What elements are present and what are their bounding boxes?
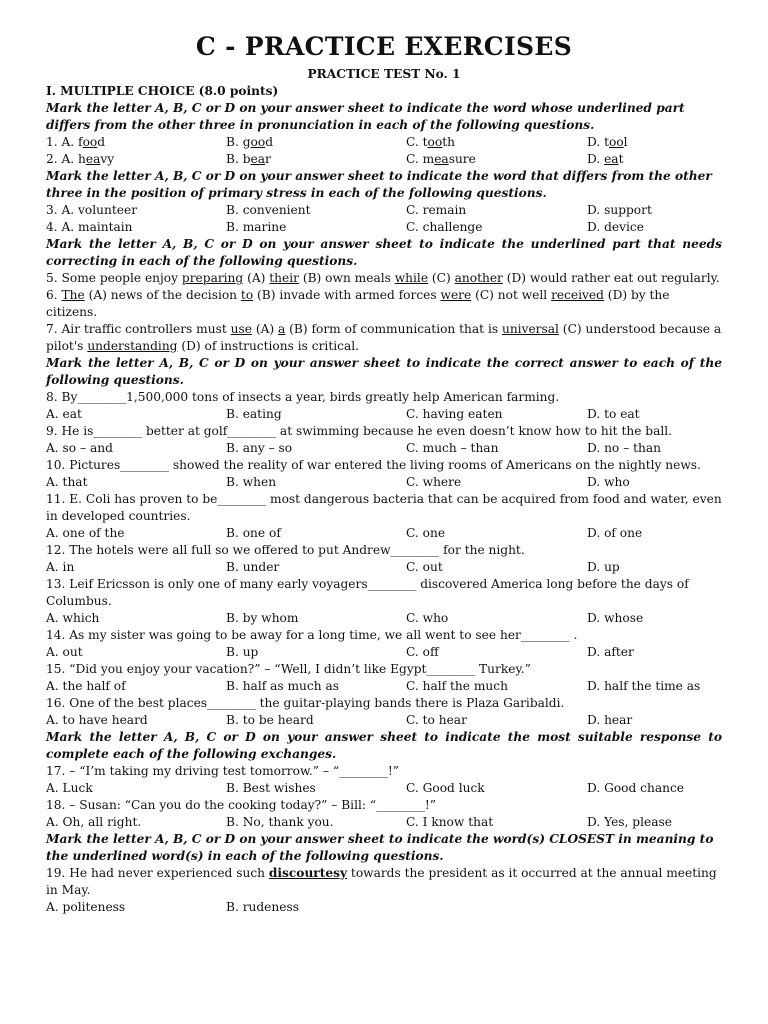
instruction-pronunciation: Mark the letter A, B, C or D on your answer sheet to indicate the word whose underlined part differs from the other three in pronunciation in each of the following questions. [46, 101, 685, 132]
question-18-stem: 18. – Susan: “Can you do the cooking today?” – Bill: “________!” [46, 798, 436, 812]
option-c: C. off [406, 645, 439, 659]
question-12-options [46, 559, 722, 576]
instruction-stress: Mark the letter A, B, C or D on your answer sheet to indicate the word that differs from the other three in the position of primary stress in each of the following questions. [46, 169, 712, 200]
option-b: B. up [226, 645, 259, 659]
question-11-options [46, 525, 722, 542]
question-9-stem: 9. He is________ better at golf________ at swimming because he even doesn’t know how to hit the ball. [46, 424, 673, 438]
option-b: B. marine [226, 220, 287, 234]
test-subtitle: PRACTICE TEST No. 1 [307, 67, 461, 81]
question-19-options [46, 899, 722, 916]
option-d: D. support [587, 203, 652, 217]
option-a: A. eat [46, 407, 82, 421]
question-10-options [46, 474, 722, 491]
option-a: A. the half of [46, 679, 126, 693]
question-2 [46, 151, 722, 168]
option-c: C. who [406, 611, 449, 625]
question-15-options [46, 678, 722, 695]
option-c: C. Good luck [406, 781, 485, 795]
question-6: 6. The (A) news of the decision to (B) invade with armed forces were (C) not well received (D) by the citizens. [46, 288, 670, 319]
option-a: A. that [46, 475, 88, 489]
option-c: C. measure [406, 152, 476, 166]
option-b: B. to be heard [226, 713, 314, 727]
question-4 [46, 219, 722, 236]
option-b: B. by whom [226, 611, 299, 625]
option-b: B. under [226, 560, 280, 574]
option-a: A. so – and [46, 441, 113, 455]
question-16-options [46, 712, 722, 729]
question-12-stem: 12. The hotels were all full so we offered to put Andrew________ for the night. [46, 543, 525, 557]
option-a: A. politeness [46, 900, 126, 914]
option-a: A. out [46, 645, 83, 659]
option-a: 1. A. food [46, 135, 106, 149]
section-heading: I. MULTIPLE CHOICE (8.0 points) [46, 84, 279, 98]
option-c: C. having eaten [406, 407, 503, 421]
question-14-options [46, 644, 722, 661]
page-title: C - PRACTICE EXERCISES [195, 32, 573, 61]
option-a: A. which [46, 611, 100, 625]
instruction-response: Mark the letter A, B, C or D on your answer sheet to indicate the most suitable response to complete each of the following exchanges. [46, 730, 722, 761]
option-c: C. I know that [406, 815, 494, 829]
option-c: C. to hear [406, 713, 467, 727]
question-5: 5. Some people enjoy preparing (A) their (B) own meals while (C) another (D) would rather eat out regularly. [46, 271, 720, 285]
question-16-stem: 16. One of the best places________ the guitar-playing bands there is Plaza Garibaldi. [46, 696, 565, 710]
option-c: C. tooth [406, 135, 455, 149]
option-c: C. out [406, 560, 443, 574]
option-d: D. after [587, 645, 634, 659]
option-d: D. who [587, 475, 630, 489]
option-b: B. good [226, 135, 274, 149]
option-a: A. in [46, 560, 75, 574]
option-d: D. up [587, 560, 620, 574]
question-13-options [46, 610, 722, 627]
option-d: D. no – than [587, 441, 661, 455]
instruction-correcting: Mark the letter A, B, C or D on your answer sheet to indicate the underlined part that needs correcting in each of the following questions. [46, 237, 722, 268]
option-b: B. convenient [226, 203, 311, 217]
option-a: 2. A. heavy [46, 152, 115, 166]
question-13-stem: 13. Leif Ericsson is only one of many early voyagers________ discovered America long before the days of Columbus. [46, 577, 689, 608]
option-a: 3. A. volunteer [46, 203, 138, 217]
option-b: B. eating [226, 407, 282, 421]
question-17-options [46, 780, 722, 797]
instruction-correct-answer: Mark the letter A, B, C or D on your answer sheet to indicate the correct answer to each of the following questions. [46, 356, 722, 387]
question-8-stem: 8. By________1,500,000 tons of insects a year, birds greatly help American farming. [46, 390, 560, 404]
option-d: D. whose [587, 611, 644, 625]
question-8-options [46, 406, 722, 423]
option-d: D. device [587, 220, 644, 234]
option-d: D. Yes, please [587, 815, 672, 829]
question-17-stem: 17. – “I’m taking my driving test tomorrow.” – “________!” [46, 764, 399, 778]
option-a: A. to have heard [46, 713, 148, 727]
option-d: D. hear [587, 713, 633, 727]
option-c: C. challenge [406, 220, 483, 234]
option-b: B. No, thank you. [226, 815, 334, 829]
option-b: B. rudeness [226, 900, 299, 914]
question-1 [46, 134, 722, 151]
option-a: A. one of the [46, 526, 125, 540]
question-18-options [46, 814, 722, 831]
question-14-stem: 14. As my sister was going to be away for a long time, we all went to see her________ . [46, 628, 578, 642]
question-7: 7. Air traffic controllers must use (A) a (B) form of communication that is universal (C) understood because a pilot's understanding (D) of instructions is critical. [46, 322, 722, 353]
option-d: D. eat [587, 152, 624, 166]
option-b: B. one of [226, 526, 281, 540]
option-d: D. of one [587, 526, 643, 540]
option-a: A. Luck [46, 781, 93, 795]
question-10-stem: 10. Pictures________ showed the reality of war entered the living rooms of Americans on the nightly news. [46, 458, 701, 472]
question-19-stem: 19. He had never experienced such discourtesy towards the president as it occurred at the annual meeting in May. [46, 866, 717, 897]
question-11-stem: 11. E. Coli has proven to be________ most dangerous bacteria that can be acquired from food and water, even in developed countries. [46, 492, 722, 523]
option-b: B. any – so [226, 441, 293, 455]
option-b: B. half as much as [226, 679, 339, 693]
option-c: C. half the much [406, 679, 508, 693]
option-a: A. Oh, all right. [46, 815, 142, 829]
option-a: 4. A. maintain [46, 220, 133, 234]
option-d: D. tool [587, 135, 628, 149]
question-3 [46, 202, 722, 219]
option-d: D. Good chance [587, 781, 684, 795]
option-c: C. remain [406, 203, 467, 217]
option-d: D. half the time as [587, 679, 701, 693]
option-b: B. when [226, 475, 277, 489]
question-9-options [46, 440, 722, 457]
instruction-closest: Mark the letter A, B, C or D on your answer sheet to indicate the word(s) CLOSEST in meaning to the underlined word(s) in each of the following questions. [46, 832, 714, 863]
option-c: C. one [406, 526, 446, 540]
option-c: C. much – than [406, 441, 499, 455]
option-d: D. to eat [587, 407, 640, 421]
option-b: B. Best wishes [226, 781, 316, 795]
question-15-stem: 15. “Did you enjoy your vacation?” – “Well, I didn’t like Egypt________ Turkey.” [46, 662, 531, 676]
option-c: C. where [406, 475, 462, 489]
option-b: B. bear [226, 152, 271, 166]
